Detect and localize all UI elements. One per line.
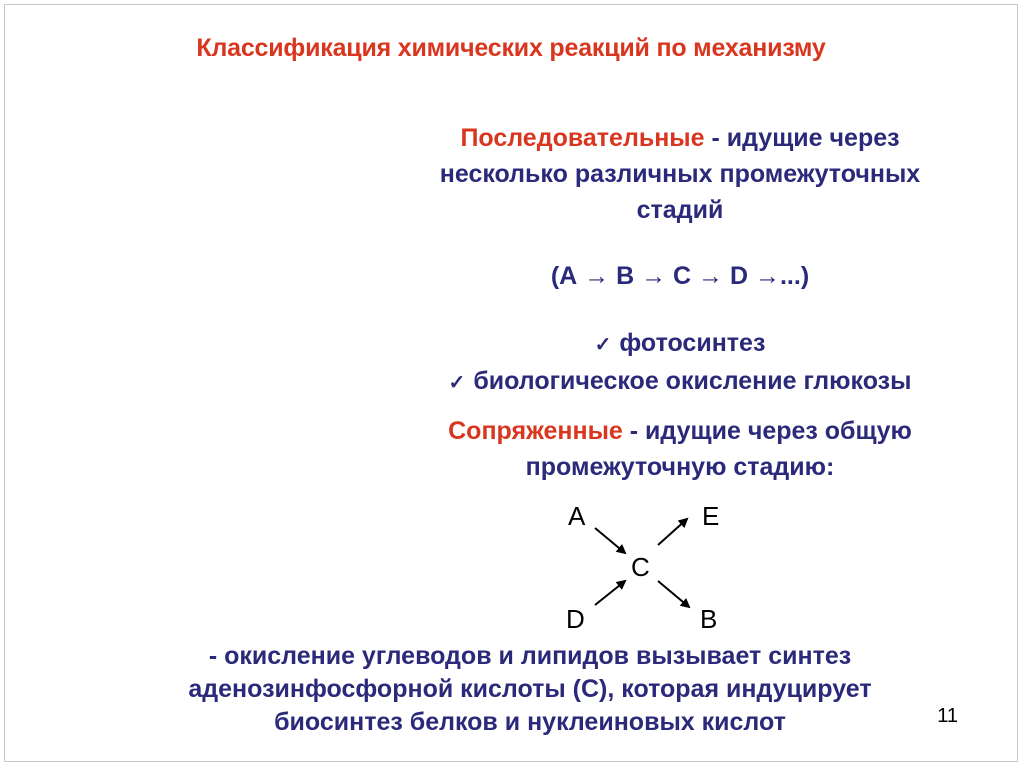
sequential-line-3: стадий: [636, 196, 724, 224]
description-line-2: аденозинфосфорной кислоты (С), которая индуцирует: [188, 675, 872, 703]
sequential-line-1: [380, 120, 980, 156]
checkmark-icon: ✓: [448, 372, 466, 394]
label-a: A: [568, 501, 586, 531]
reaction-chain: (А → В → С → D →...): [550, 262, 810, 290]
description-line-3: биосинтез белков и нуклеиновых кислот: [274, 708, 786, 736]
arrow-a-to-c: [595, 528, 625, 553]
coupled-line-1-rest: - идущие через общую: [622, 417, 912, 445]
example-item: [380, 325, 980, 363]
label-e: E: [702, 501, 720, 531]
example-item: [380, 363, 980, 401]
arrow-d-to-c: [595, 581, 625, 605]
arrow-c-to-b: [658, 581, 689, 607]
label-c: C: [631, 552, 650, 582]
label-b: B: [700, 604, 718, 634]
coupled-definition: [380, 413, 980, 485]
description-line-1: - окисление углеводов и липидов вызывает синтез: [208, 642, 852, 670]
checkmark-icon: ✓: [594, 334, 612, 356]
coupled-term: Сопряженные: [448, 417, 623, 445]
examples-list: [380, 325, 980, 401]
sequential-line-2: несколько различных промежуточных: [439, 160, 921, 188]
label-d: D: [566, 604, 585, 634]
sequential-definition: [380, 120, 980, 228]
coupled-line-1: [380, 413, 980, 449]
example-text: биологическое окисление глюкозы: [473, 367, 912, 395]
sequential-term: Последовательные: [460, 124, 705, 152]
arrow-c-to-e: [658, 519, 687, 545]
slide-title: Классификация химических реакций по механизму: [196, 34, 826, 62]
example-description: [0, 640, 1024, 739]
sequential-line-1-rest: - идущие через: [704, 124, 900, 152]
coupled-reaction-diagram: [555, 495, 745, 640]
page-number: 11: [937, 705, 958, 727]
coupled-line-2: промежуточную стадию:: [525, 453, 835, 481]
example-text: фотосинтез: [619, 329, 766, 357]
